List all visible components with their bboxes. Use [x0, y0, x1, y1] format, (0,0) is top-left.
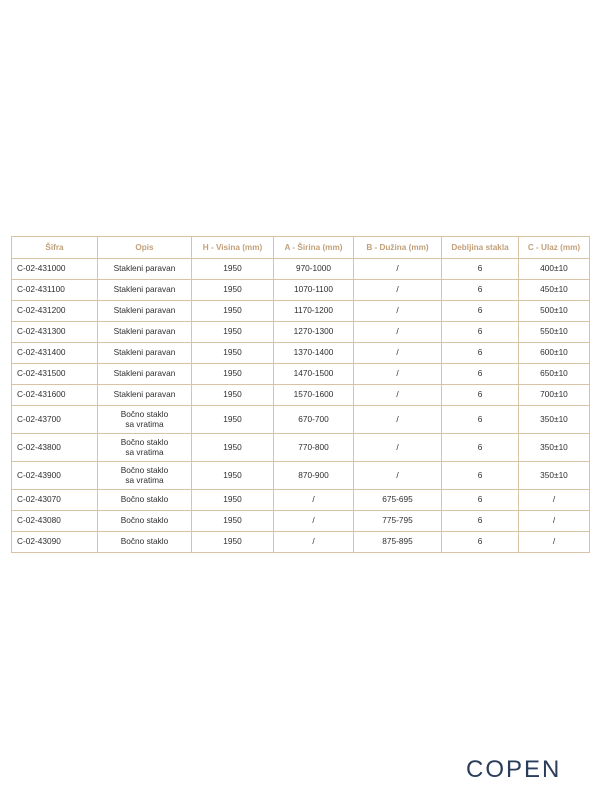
cell-height: 1950 — [192, 462, 274, 490]
cell-entrance: 400±10 — [519, 259, 590, 280]
table-body — [12, 259, 590, 553]
cell-entrance: 650±10 — [519, 364, 590, 385]
header-height: H - Visina (mm) — [192, 237, 274, 259]
cell-glass-thickness: 6 — [442, 301, 519, 322]
cell-entrance: 450±10 — [519, 280, 590, 301]
cell-length: / — [354, 364, 442, 385]
cell-width: 870-900 — [274, 462, 354, 490]
cell-entrance: 350±10 — [519, 462, 590, 490]
cell-code: C-02-43700 — [12, 406, 98, 434]
cell-entrance: 600±10 — [519, 343, 590, 364]
copen-logo: COPEN — [466, 756, 562, 783]
table-row — [12, 280, 590, 301]
cell-description: Bočno staklo sa vratima — [98, 462, 192, 490]
cell-height: 1950 — [192, 280, 274, 301]
cell-entrance: / — [519, 532, 590, 553]
cell-glass-thickness: 6 — [442, 280, 519, 301]
cell-entrance: 500±10 — [519, 301, 590, 322]
cell-length: / — [354, 434, 442, 462]
cell-height: 1950 — [192, 385, 274, 406]
cell-code: C-02-431300 — [12, 322, 98, 343]
cell-glass-thickness: 6 — [442, 406, 519, 434]
cell-width: 670-700 — [274, 406, 354, 434]
cell-description: Bočno staklo sa vratima — [98, 406, 192, 434]
cell-code: C-02-43070 — [12, 490, 98, 511]
cell-glass-thickness: 6 — [442, 364, 519, 385]
cell-width: / — [274, 532, 354, 553]
cell-glass-thickness: 6 — [442, 511, 519, 532]
cell-width: 1370-1400 — [274, 343, 354, 364]
table-row — [12, 511, 590, 532]
cell-entrance: 550±10 — [519, 322, 590, 343]
cell-height: 1950 — [192, 532, 274, 553]
table-row — [12, 434, 590, 462]
cell-height: 1950 — [192, 434, 274, 462]
cell-entrance: / — [519, 490, 590, 511]
cell-code: C-02-431500 — [12, 364, 98, 385]
cell-height: 1950 — [192, 259, 274, 280]
cell-length: / — [354, 322, 442, 343]
cell-height: 1950 — [192, 511, 274, 532]
table-row — [12, 301, 590, 322]
cell-length: / — [354, 280, 442, 301]
cell-width: 1270-1300 — [274, 322, 354, 343]
cell-description: Bočno staklo — [98, 511, 192, 532]
cell-glass-thickness: 6 — [442, 343, 519, 364]
cell-height: 1950 — [192, 322, 274, 343]
header-width: A - Širina (mm) — [274, 237, 354, 259]
cell-width: 1170-1200 — [274, 301, 354, 322]
header-length: B - Dužina (mm) — [354, 237, 442, 259]
cell-code: C-02-43800 — [12, 434, 98, 462]
cell-description: Stakleni paravan — [98, 280, 192, 301]
cell-width: 1070-1100 — [274, 280, 354, 301]
cell-code: C-02-431200 — [12, 301, 98, 322]
header-description: Opis — [98, 237, 192, 259]
table-row — [12, 462, 590, 490]
cell-width: 770-800 — [274, 434, 354, 462]
cell-entrance: 700±10 — [519, 385, 590, 406]
cell-description: Bočno staklo — [98, 532, 192, 553]
cell-height: 1950 — [192, 406, 274, 434]
header-entrance: C - Ulaz (mm) — [519, 237, 590, 259]
cell-glass-thickness: 6 — [442, 434, 519, 462]
cell-glass-thickness: 6 — [442, 322, 519, 343]
cell-width: / — [274, 511, 354, 532]
cell-height: 1950 — [192, 364, 274, 385]
cell-length: / — [354, 462, 442, 490]
cell-length: / — [354, 301, 442, 322]
cell-glass-thickness: 6 — [442, 385, 519, 406]
header-code: Šifra — [12, 237, 98, 259]
table-row — [12, 490, 590, 511]
cell-width: 1470-1500 — [274, 364, 354, 385]
cell-width: / — [274, 490, 354, 511]
cell-code: C-02-431000 — [12, 259, 98, 280]
cell-code: C-02-431600 — [12, 385, 98, 406]
product-spec-table — [11, 236, 590, 553]
cell-code: C-02-43900 — [12, 462, 98, 490]
table-header-row — [12, 237, 590, 259]
cell-length: / — [354, 259, 442, 280]
table-row — [12, 532, 590, 553]
table-row — [12, 322, 590, 343]
cell-description: Stakleni paravan — [98, 364, 192, 385]
cell-glass-thickness: 6 — [442, 532, 519, 553]
cell-code: C-02-431100 — [12, 280, 98, 301]
cell-height: 1950 — [192, 490, 274, 511]
cell-glass-thickness: 6 — [442, 490, 519, 511]
cell-entrance: 350±10 — [519, 406, 590, 434]
cell-length: 775-795 — [354, 511, 442, 532]
cell-length: / — [354, 406, 442, 434]
table-row — [12, 385, 590, 406]
cell-description: Stakleni paravan — [98, 301, 192, 322]
cell-description: Stakleni paravan — [98, 385, 192, 406]
cell-entrance: / — [519, 511, 590, 532]
cell-description: Stakleni paravan — [98, 322, 192, 343]
cell-code: C-02-43080 — [12, 511, 98, 532]
table-row — [12, 259, 590, 280]
cell-description: Bočno staklo sa vratima — [98, 434, 192, 462]
cell-glass-thickness: 6 — [442, 462, 519, 490]
cell-height: 1950 — [192, 301, 274, 322]
table-row — [12, 406, 590, 434]
cell-description: Stakleni paravan — [98, 343, 192, 364]
cell-code: C-02-431400 — [12, 343, 98, 364]
cell-length: 675-695 — [354, 490, 442, 511]
cell-length: 875-895 — [354, 532, 442, 553]
cell-length: / — [354, 343, 442, 364]
cell-length: / — [354, 385, 442, 406]
header-glass-thickness: Debljina stakla — [442, 237, 519, 259]
cell-description: Stakleni paravan — [98, 259, 192, 280]
cell-width: 1570-1600 — [274, 385, 354, 406]
cell-width: 970-1000 — [274, 259, 354, 280]
table-row — [12, 343, 590, 364]
table-row — [12, 364, 590, 385]
cell-entrance: 350±10 — [519, 434, 590, 462]
cell-code: C-02-43090 — [12, 532, 98, 553]
cell-description: Bočno staklo — [98, 490, 192, 511]
cell-height: 1950 — [192, 343, 274, 364]
cell-glass-thickness: 6 — [442, 259, 519, 280]
